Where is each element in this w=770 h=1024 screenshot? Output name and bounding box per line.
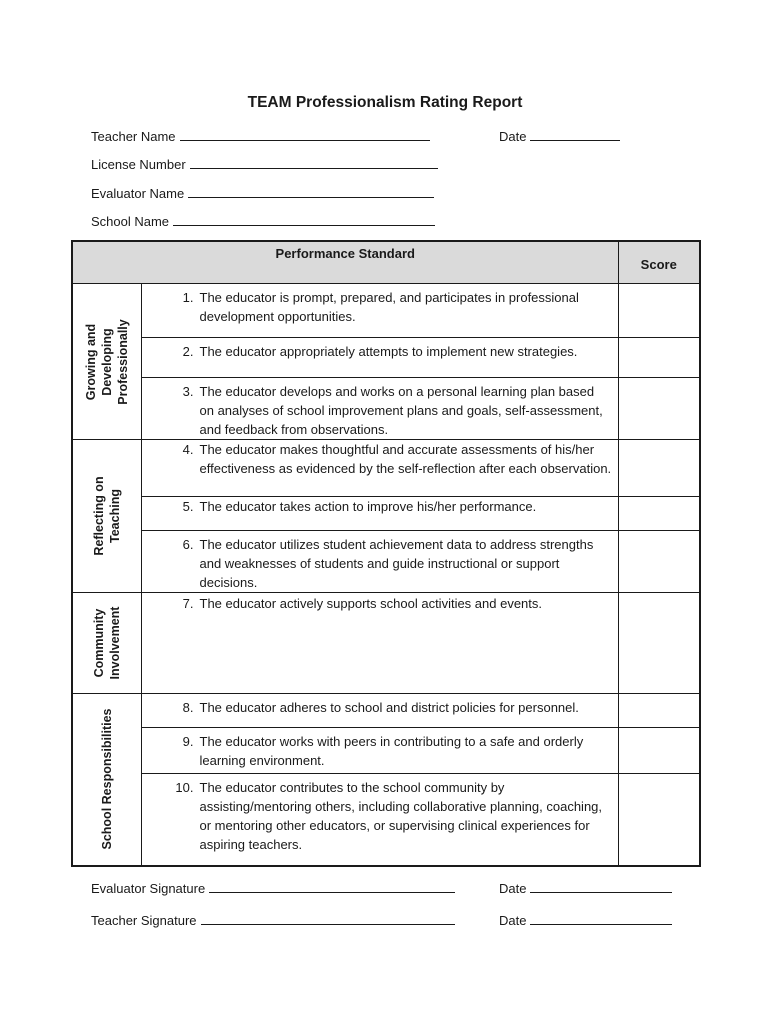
date-label: Date — [499, 129, 527, 144]
standard-row-10: 10. The educator contributes to the school community by assisting/mentoring others, including collaborative planning, coaching, or mentoring other educators, or supervising clinical experiences for aspiring teachers. — [141, 774, 618, 866]
standard-row-4: 4. The educator makes thoughtful and accurate assessments of his/her effectiveness as evidenced by the self-reflection after each observation. — [141, 440, 618, 497]
evaluator-name-label: Evaluator Name — [91, 186, 185, 201]
school-name-label: School Name — [91, 214, 170, 229]
domain-community — [72, 593, 141, 694]
standard-row-7: 7. The educator actively supports school activities and events. — [141, 593, 618, 694]
page-title: TEAM Professionalism Rating Report — [247, 94, 523, 111]
teacher-name-label: Teacher Name — [91, 129, 176, 144]
standard-row-5: 5. The educator takes action to improve his/her performance. — [141, 497, 618, 531]
evaluator-signature-field[interactable] — [91, 880, 455, 896]
score-cell-2[interactable] — [618, 338, 700, 378]
standard-row-3: 3. The educator develops and works on a personal learning plan based on analyses of school improvement plans and goals, self-assessment, and feedback from observations. — [141, 378, 618, 440]
evaluator-date-line[interactable] — [530, 880, 672, 893]
standard-row-2: 2. The educator appropriately attempts to implement new strategies. — [141, 338, 618, 378]
date-field[interactable] — [499, 128, 620, 144]
domain-school-label: School Responsibilities — [99, 708, 114, 850]
domain-reflecting — [72, 440, 141, 593]
license-number-line[interactable] — [190, 156, 438, 169]
performance-standard-header: Performance Standard — [72, 241, 618, 284]
teacher-date-field[interactable] — [499, 912, 672, 928]
standard-row-6: 6. The educator utilizes student achievement data to address strengths and weaknesses of students and guide instructional or support decisions. — [141, 531, 618, 593]
license-number-label: License Number — [91, 157, 186, 172]
school-name-field[interactable] — [91, 213, 435, 229]
rating-table — [71, 240, 701, 867]
score-cell-1[interactable] — [618, 284, 700, 338]
teacher-name-field[interactable] — [91, 128, 430, 144]
teacher-signature-label: Teacher Signature — [91, 913, 197, 928]
school-name-line[interactable] — [173, 213, 435, 226]
domain-school — [72, 694, 141, 866]
score-cell-10[interactable] — [618, 774, 700, 866]
score-cell-5[interactable] — [618, 497, 700, 531]
teacher-name-line[interactable] — [180, 128, 430, 141]
teacher-date-label: Date — [499, 913, 527, 928]
evaluator-name-line[interactable] — [188, 185, 434, 198]
evaluator-date-label: Date — [499, 881, 527, 896]
domain-community-label: Community Involvement — [91, 606, 122, 680]
score-cell-4[interactable] — [618, 440, 700, 497]
evaluator-signature-line[interactable] — [209, 880, 455, 893]
score-cell-9[interactable] — [618, 728, 700, 774]
domain-reflecting-label: Reflecting on Teaching — [91, 476, 122, 556]
date-line[interactable] — [530, 128, 620, 141]
evaluator-date-field[interactable] — [499, 880, 672, 896]
license-number-field[interactable] — [91, 156, 438, 172]
teacher-signature-line[interactable] — [201, 912, 455, 925]
standard-row-9: 9. The educator works with peers in contributing to a safe and orderly learning environment. — [141, 728, 618, 774]
score-cell-8[interactable] — [618, 694, 700, 728]
score-cell-6[interactable] — [618, 531, 700, 593]
score-cell-7[interactable] — [618, 593, 700, 694]
evaluator-name-field[interactable] — [91, 185, 434, 201]
score-cell-3[interactable] — [618, 378, 700, 440]
standard-row-1: 1. The educator is prompt, prepared, and participates in professional development opportunities. — [141, 284, 618, 338]
domain-growing — [72, 284, 141, 440]
teacher-date-line[interactable] — [530, 912, 672, 925]
evaluator-signature-label: Evaluator Signature — [91, 881, 206, 896]
teacher-signature-field[interactable] — [91, 912, 455, 928]
domain-growing-label: Growing and Developing Professionally — [83, 318, 130, 405]
standard-row-8: 8. The educator adheres to school and district policies for personnel. — [141, 694, 618, 728]
score-header: Score — [618, 241, 700, 284]
